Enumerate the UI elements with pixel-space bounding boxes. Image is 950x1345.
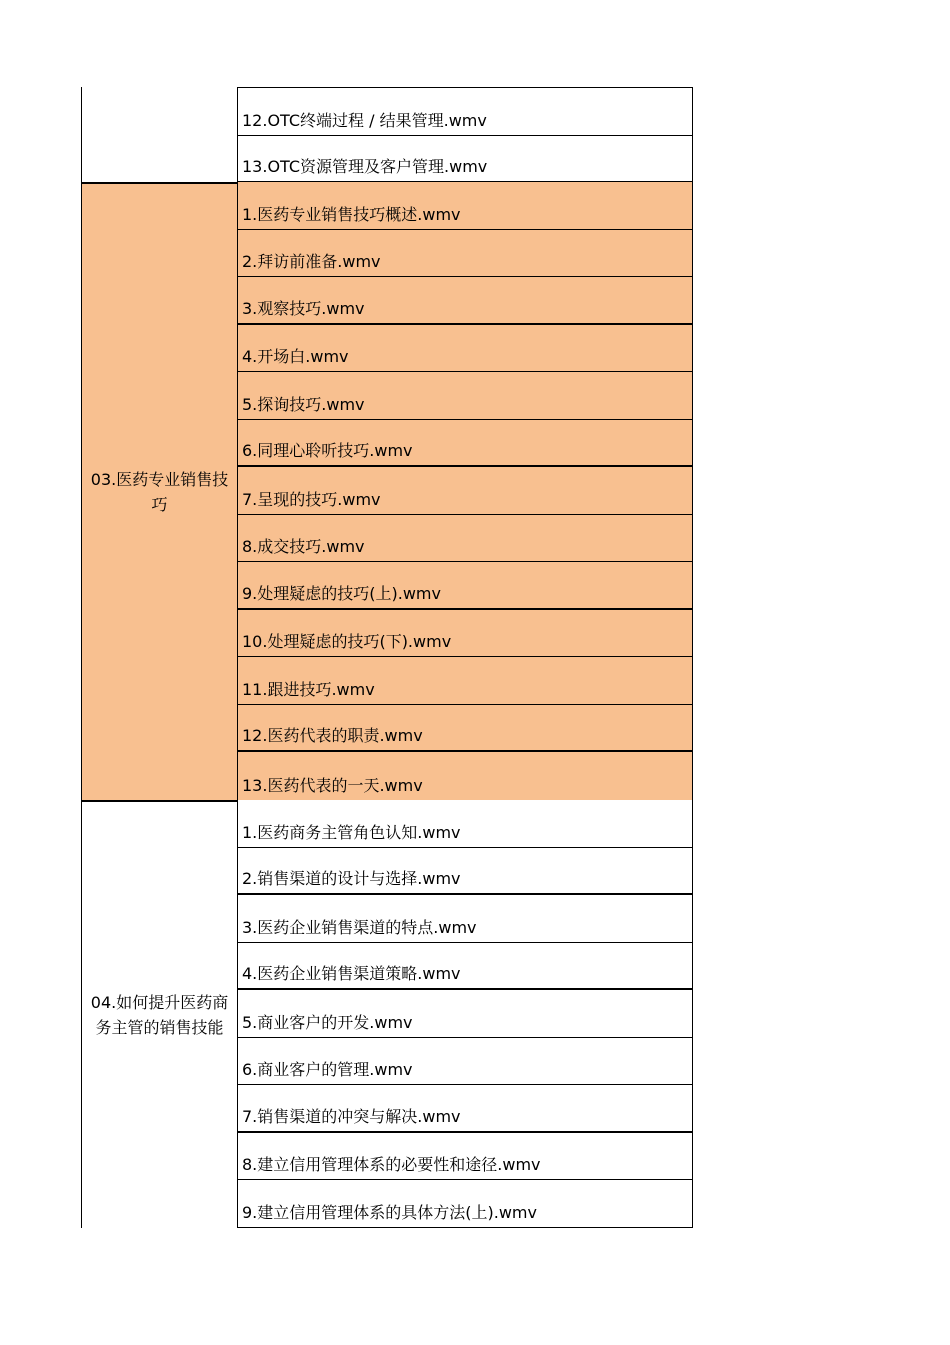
group-label [81,87,237,182]
file-row[interactable]: 2.销售渠道的设计与选择.wmv [238,848,692,896]
course-group [81,800,693,1228]
file-row[interactable]: 6.商业客户的管理.wmv [238,1038,692,1086]
file-row[interactable]: 3.医药企业销售渠道的特点.wmv [238,895,692,943]
file-row[interactable]: 12.医药代表的职责.wmv [238,705,692,753]
file-row[interactable]: 9.建立信用管理体系的具体方法(上).wmv [238,1180,692,1228]
file-row[interactable]: 8.成交技巧.wmv [238,515,692,563]
file-row[interactable]: 1.医药专业销售技巧概述.wmv [238,182,692,230]
file-row[interactable]: 10.处理疑虑的技巧(下).wmv [238,610,692,658]
file-row[interactable]: 5.探询技巧.wmv [238,372,692,420]
file-row[interactable]: 9.处理疑虑的技巧(上).wmv [238,562,692,610]
course-group [81,182,693,800]
file-row[interactable]: 7.呈现的技巧.wmv [238,467,692,515]
file-list [237,800,693,1228]
file-row[interactable]: 3.观察技巧.wmv [238,277,692,325]
file-row[interactable]: 8.建立信用管理体系的必要性和途径.wmv [238,1133,692,1181]
file-row[interactable]: 11.跟进技巧.wmv [238,657,692,705]
file-row[interactable]: 1.医药商务主管角色认知.wmv [238,800,692,848]
group-label: 04.如何提升医药商务主管的销售技能 [81,800,237,1228]
file-list [237,182,693,800]
group-label: 03.医药专业销售技巧 [81,182,237,800]
file-row[interactable]: 4.医药企业销售渠道策略.wmv [238,943,692,991]
file-list [237,87,693,182]
course-group [81,87,693,182]
file-row[interactable]: 13.医药代表的一天.wmv [242,775,423,795]
file-row[interactable]: 4.开场白.wmv [238,325,692,373]
file-row[interactable]: 7.销售渠道的冲突与解决.wmv [238,1085,692,1133]
file-row[interactable]: 6.同理心聆听技巧.wmv [238,420,692,468]
file-row[interactable]: 2.拜访前准备.wmv [238,230,692,278]
file-row[interactable]: 12.OTC终端过程 / 结果管理.wmv [238,88,692,136]
file-row[interactable]: 13.OTC资源管理及客户管理.wmv [238,136,692,184]
file-row[interactable]: 5.商业客户的开发.wmv [238,990,692,1038]
